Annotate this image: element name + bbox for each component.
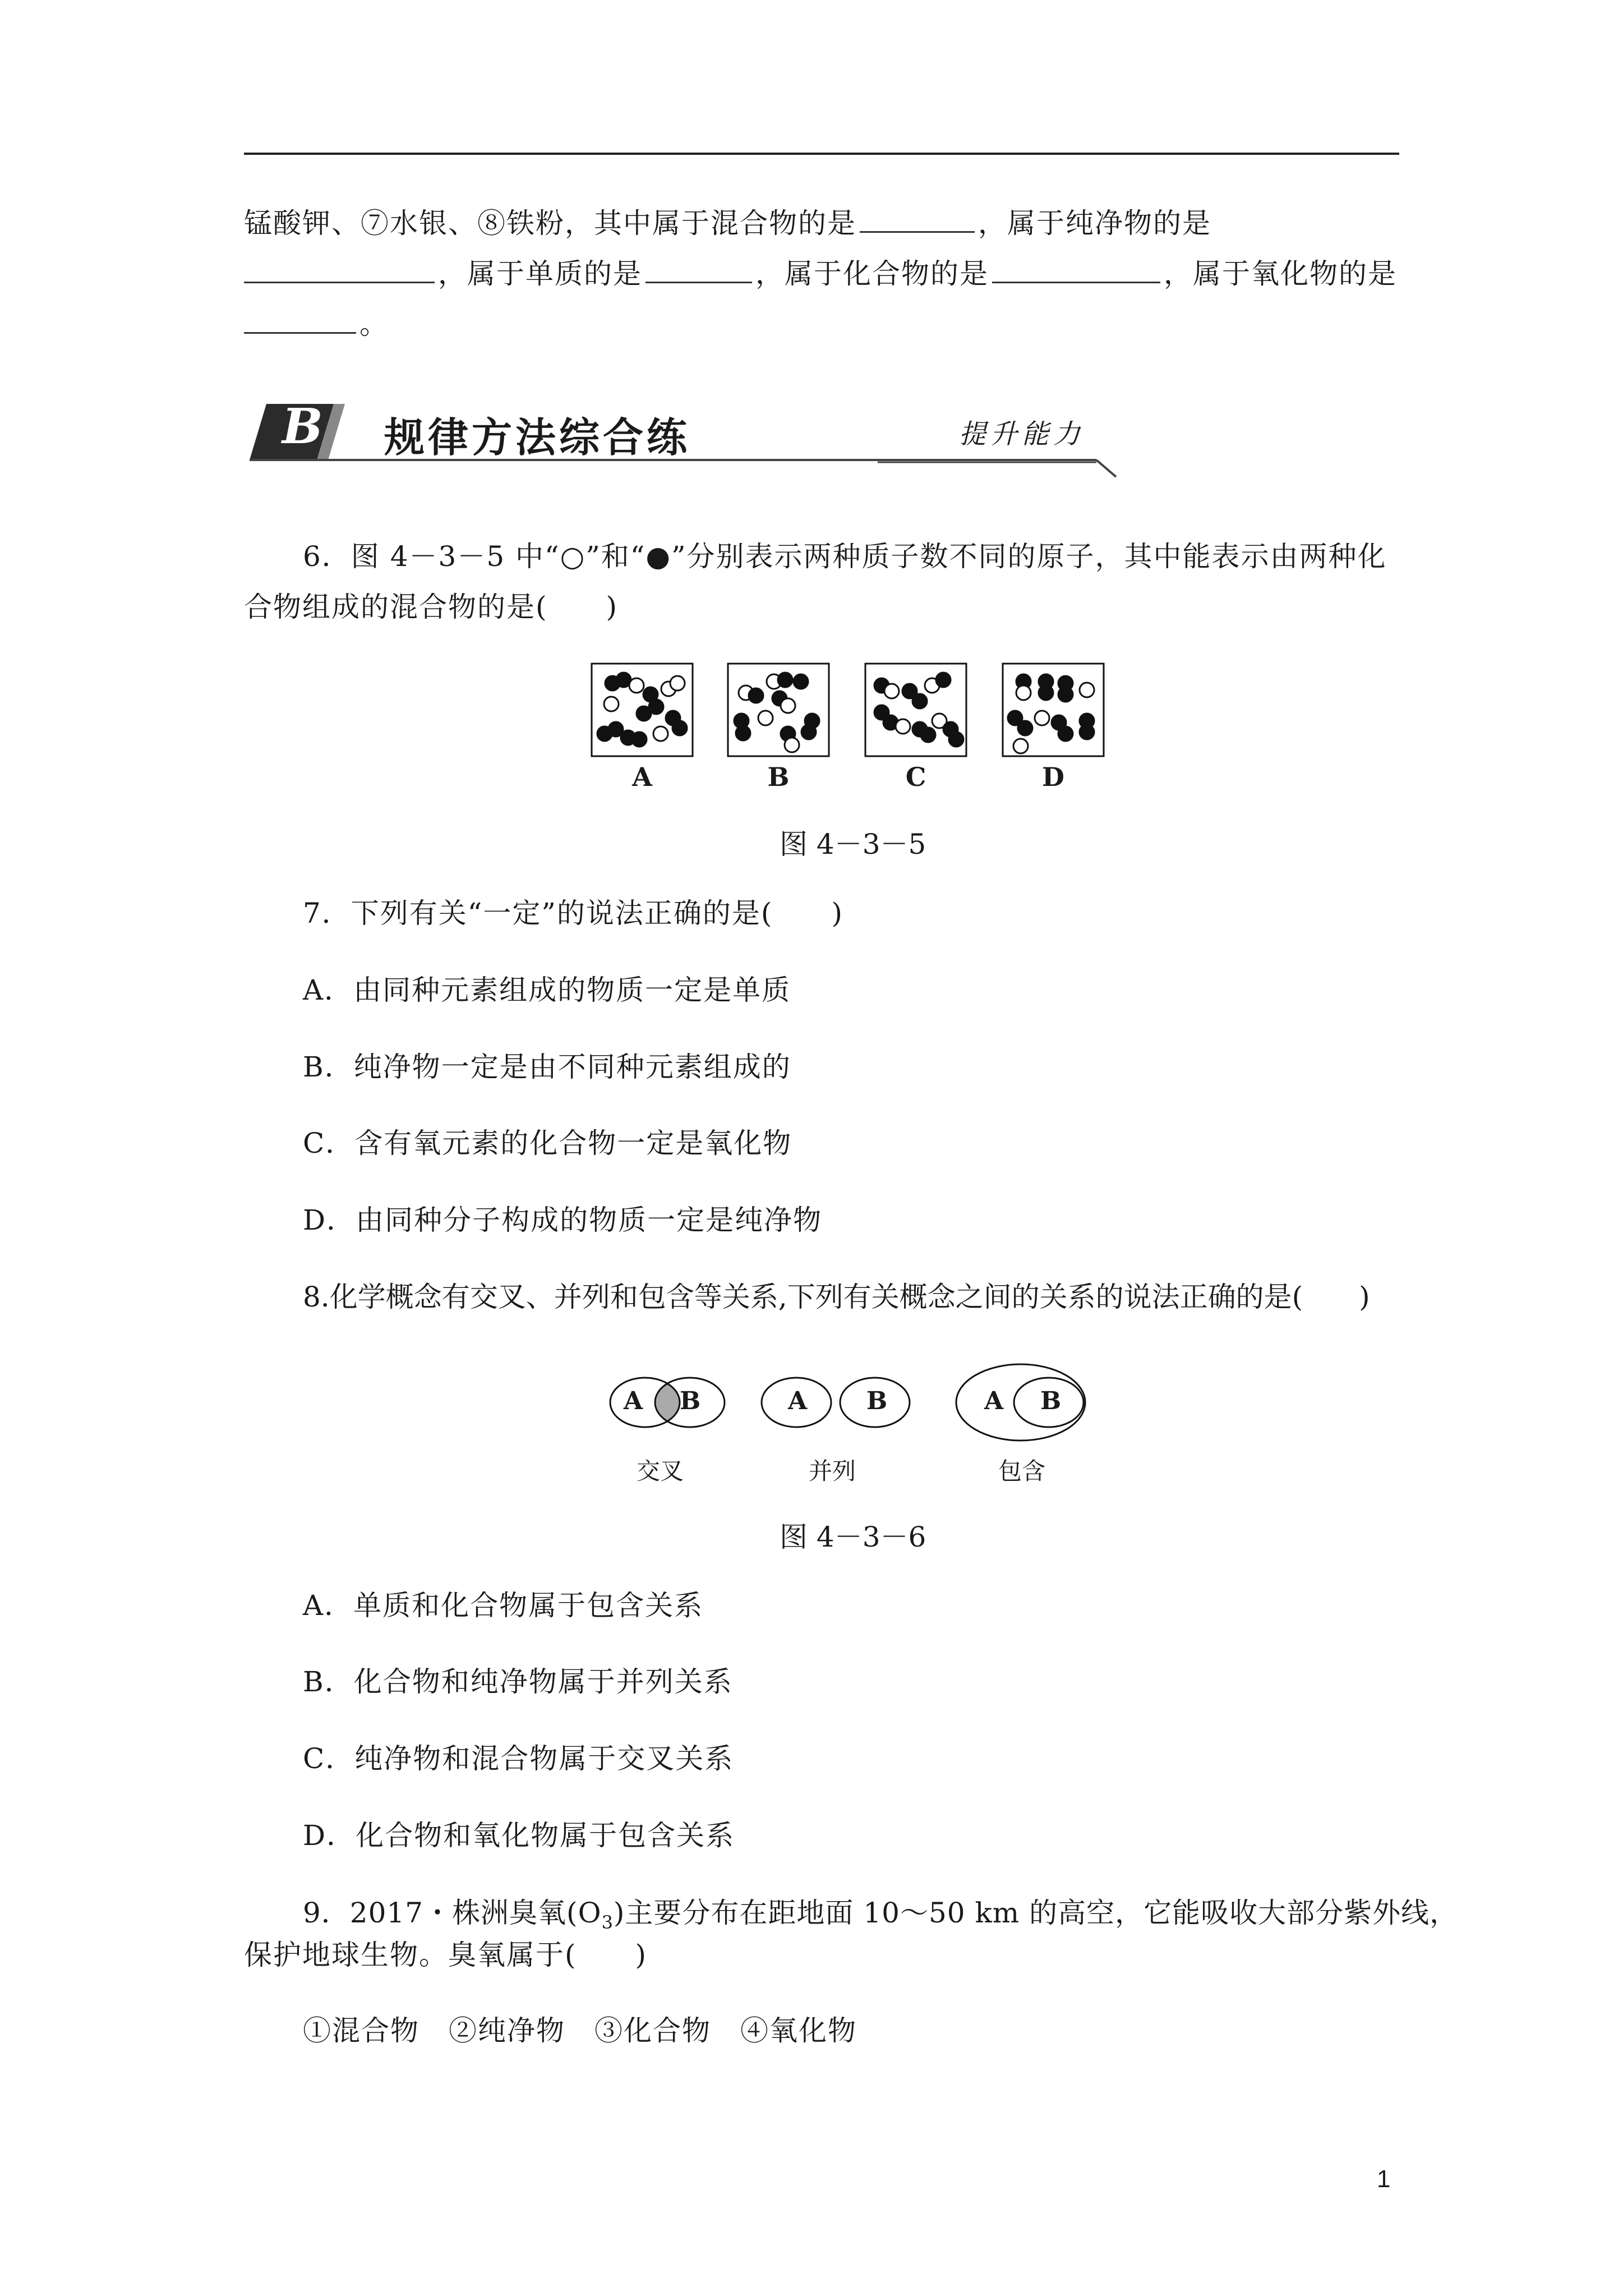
q5-line-3: 。 [244,307,389,341]
q5-text-pure: ，属于纯净物的是 [978,207,1211,240]
venn-figure [606,1363,1094,1492]
venn-caption-intersect: 交叉 [637,1457,684,1485]
answer-blank-pure[interactable] [244,257,435,283]
banner-subtitle: 提升能力 [959,418,1085,450]
answer-blank-mixture[interactable] [860,206,975,233]
venn-caption-parallel: 并列 [809,1457,856,1485]
q9-choices: ①混合物 ②纯净物 ③化合物 ④氧化物 [303,2014,857,2047]
answer-blank-oxide[interactable] [244,307,356,334]
q5-text-compound: ，属于化合物的是 [755,257,989,290]
venn-label-b-1: B [680,1387,701,1415]
particle-boxes [589,662,1105,763]
q7-option-c[interactable]: C．含有氧元素的化合物一定是氧化物 [303,1127,792,1159]
q5-line-1 [244,206,1211,240]
venn-label-b-3: B [1040,1387,1062,1415]
particle-figure [589,662,1105,797]
answer-blank-compound[interactable] [992,257,1160,283]
venn-label-a-1: A [624,1387,643,1415]
q7-option-a[interactable]: A．由同种元素组成的物质一定是单质 [303,974,791,1006]
q9-line-1: 9．2017・株洲臭氧$(O_3)$主要分布在距地面 10～50 km 的高空，它能吸收大部分紫外线， [303,1897,1459,1933]
q5-text-element: ，属于单质的是 [438,257,642,290]
q8-option-b[interactable]: B．化合物和纯净物属于并列关系 [303,1665,733,1698]
venn-label-a-3: A [984,1387,1004,1415]
venn-contain-outer [956,1364,1085,1441]
banner-title: 规律方法综合练 [384,414,691,461]
q9-line-2: 保护地球生物。臭氧属于( ) [244,1939,648,1971]
header-rule [244,153,1399,155]
box-label-c: C [905,762,926,792]
venn-label-b-2: B [866,1387,888,1415]
answer-blank-element[interactable] [645,257,752,283]
venn-diagrams [606,1363,1094,1447]
box-label-d: D [1042,762,1064,792]
box-label-b: B [767,762,790,792]
banner-badge: B [282,398,323,455]
q6-line-2: 合物组成的混合物的是( ) [244,591,619,623]
figure-caption-4-3-6: 图 4－3－6 [780,1521,926,1553]
q8-option-d[interactable]: D．化合物和氧化物属于包含关系 [303,1819,735,1852]
page-number: 1 [1377,2165,1391,2193]
q7-stem: 7．下列有关“一定”的说法正确的是( ) [303,897,843,930]
figure-caption-4-3-5: 图 4－3－5 [780,828,926,861]
q7-option-d[interactable]: D．由同种分子构成的物质一定是纯净物 [303,1204,823,1236]
venn-label-a-2: A [788,1387,808,1415]
q5-text-oxide: ，属于氧化物的是 [1164,257,1397,290]
q8-stem: 8.化学概念有交叉、并列和包含等关系,下列有关概念之间的关系的说法正确的是( ) [303,1281,1370,1313]
box-label-a: A [632,762,652,792]
q8-option-c[interactable]: C．纯净物和混合物属于交叉关系 [303,1742,734,1775]
q5-text-mixture: 锰酸钾、⑦水银、⑧铁粉，其中属于混合物的是 [244,207,856,240]
q5-line-2 [244,257,1397,291]
section-banner [250,393,1124,482]
q8-option-a[interactable]: A．单质和化合物属于包含关系 [303,1589,704,1622]
q6-line-1: 6．图 4－3－5 中“○”和“●”分别表示两种质子数不同的原子，其中能表示由两种化 [303,540,1387,573]
venn-caption-contain: 包含 [998,1457,1046,1485]
q7-option-b[interactable]: B．纯净物一定是由不同种元素组成的 [303,1051,791,1083]
